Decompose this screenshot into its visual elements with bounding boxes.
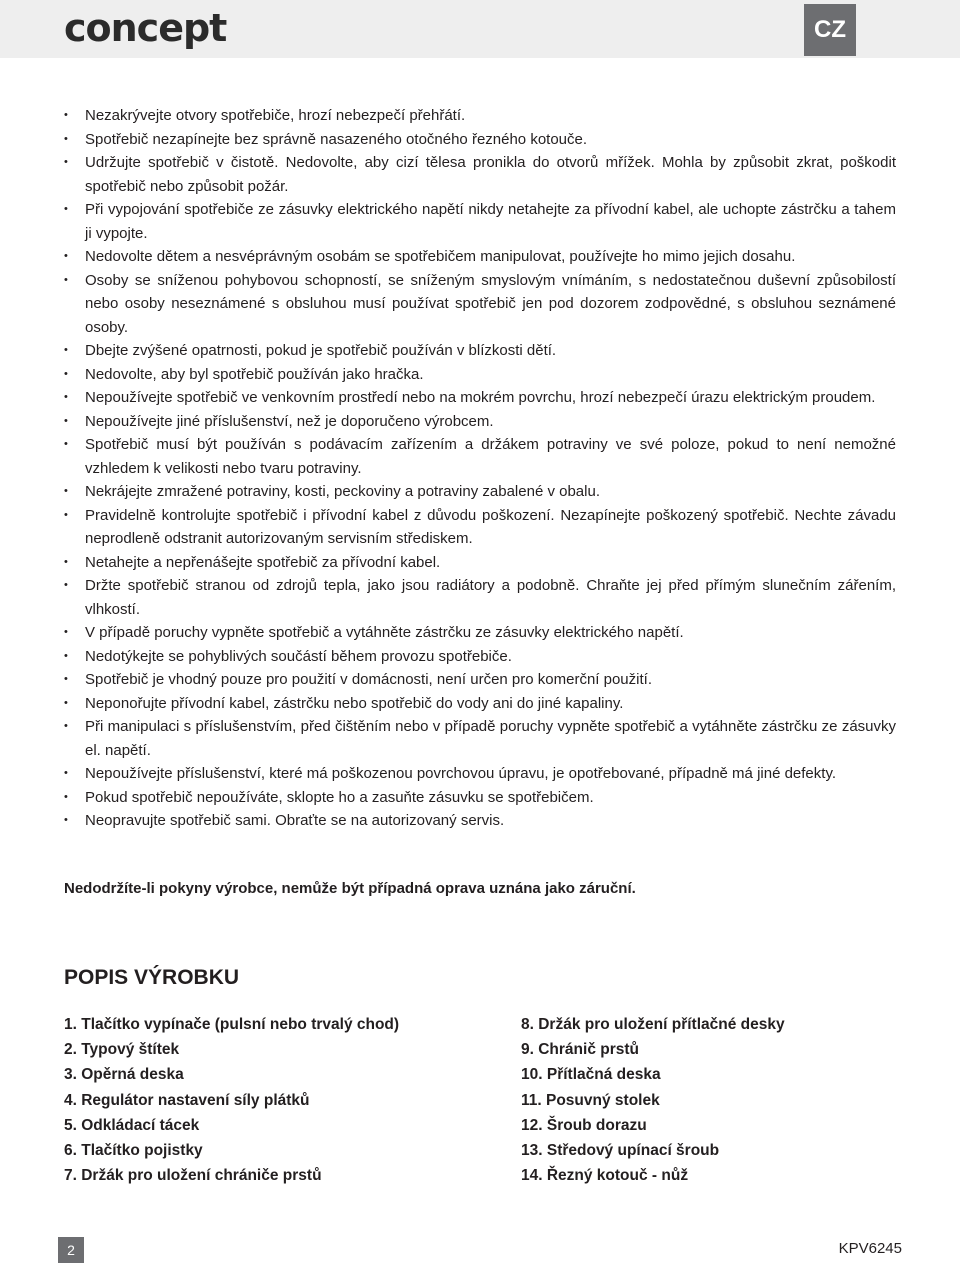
part-item: 4. Regulátor nastavení síly plátků [64,1091,310,1109]
bullet-icon: • [64,344,68,356]
warning-item [64,574,896,621]
model-number: KPV6245 [838,1240,902,1257]
warning-text: Spotřebič nezapínejte bez správně nasazeného otočného řezného kotouče. [85,130,588,148]
bullet-icon: • [64,156,68,168]
part-item: 7. Držák pro uložení chrániče prstů [64,1167,322,1185]
warning-item [64,809,896,833]
bullet-icon: • [64,250,68,262]
bullet-icon: • [64,767,68,779]
warning-text: Nepoužívejte jiné příslušenství, než je doporučeno výrobcem. [85,412,494,430]
section-title: POPIS VÝROBKU [64,966,240,989]
warning-item [64,480,896,504]
warning-item [64,245,896,269]
part-item: 11. Posuvný stolek [521,1091,660,1109]
bullet-icon: • [64,720,68,732]
parts-list-left [64,1012,484,1188]
warning-text: Spotřebič je vhodný pouze pro použití v domácnosti, není určen pro komerční použití. [85,671,652,688]
warning-text: Držte spotřebič stranou od zdrojů tepla, jako jsou radiátory a podobně. Chraňte jej před přímým slunečním zářením, vlhkostí. [85,577,896,618]
bullet-icon: • [64,391,68,403]
bullet-icon: • [64,414,68,427]
part-item: 8. Držák pro uložení přítlačné desky [521,1016,785,1033]
part-item: 10. Přítlačná deska [521,1066,661,1084]
bullet-icon: • [64,109,68,121]
warning-text: Dbejte zvýšené opatrnosti, pokud je spotřebič používán v blízkosti dětí. [85,342,557,359]
warning-item [64,151,896,198]
bullet-icon: • [64,579,68,591]
part-item: 5. Odkládací tácek [64,1116,200,1134]
bullet-icon: • [64,814,68,826]
warning-text: Nekrájejte zmražené potraviny, kosti, peckoviny a potraviny zabalené v obalu. [85,483,600,500]
warning-text: Nezakrývejte otvory spotřebiče, hrozí nebezpečí přehřátí. [85,107,466,124]
part-item: 13. Středový upínací šroub [521,1142,720,1160]
part-item: 12. Šroub dorazu [521,1116,647,1134]
warning-item [64,762,896,786]
bullet-icon: • [64,273,68,286]
warning-text: Nedovolte, aby byl spotřebič používán jako hračka. [85,365,424,383]
warning-item [64,621,896,645]
warning-text: Nedotýkejte se pohyblivých součástí během provozu spotřebiče. [85,647,512,665]
warning-item [64,386,896,410]
brand-logo: concept [64,6,227,50]
parts-list-right [521,1012,901,1188]
warning-item [64,198,896,245]
bullet-icon: • [64,132,68,145]
part-item: 1. Tlačítko vypínače (pulsní nebo trvalý chod) [64,1016,400,1033]
bullet-icon: • [64,790,68,803]
bullet-icon: • [64,508,68,521]
bullet-icon: • [64,649,68,662]
bullet-icon: • [64,485,68,497]
warning-item [64,128,896,152]
bullet-icon: • [64,673,68,685]
safety-warnings-list [64,104,896,833]
bullet-icon: • [64,438,68,450]
warning-item [64,433,896,480]
warning-text: Udržujte spotřebič v čistotě. Nedovolte, aby cizí tělesa pronikla do otvorů mřížek. Mohla by způsobit zkrat, poškodit spotřebič nebo způsobit požár. [85,154,896,195]
warning-text: Neponořujte přívodní kabel, zástrčku nebo spotřebič do vody ani do jiné kapaliny. [85,694,624,712]
warranty-notice: Nedodržíte-li pokyny výrobce, nemůže být případná oprava uznána jako záruční. [64,880,636,897]
warning-item [64,363,896,387]
part-item: 3. Opěrná deska [64,1066,184,1084]
warning-item [64,668,896,692]
warning-item [64,645,896,669]
warning-text: Spotřebič musí být používán s podávacím zařízením a držákem potraviny ve své poloze, pokud to není nemožné vzhledem k velikosti nebo tvaru potraviny. [85,436,896,477]
warning-text: Netahejte a nepřenášejte spotřebič za přívodní kabel. [85,553,441,571]
warning-text: Neopravujte spotřebič sami. Obraťte se na autorizovaný servis. [85,812,505,829]
warning-item [64,715,896,762]
part-item: 9. Chránič prstů [521,1041,639,1059]
warning-text: V případě poruchy vypněte spotřebič a vytáhněte zástrčku ze zásuvky elektrického napětí. [85,624,684,641]
warning-item [64,551,896,575]
warning-item [64,504,896,551]
warning-text: Nepoužívejte spotřebič ve venkovním prostředí nebo na mokrém povrchu, hrozí nebezpečí úrazu elektrickým proudem. [85,389,876,406]
warning-item [64,104,896,128]
warning-text: Nepoužívejte příslušenství, které má poškozenou povrchovou úpravu, je opotřebované, případně má jiné defekty. [85,765,836,782]
bullet-icon: • [64,555,68,568]
language-badge: CZ [804,4,856,56]
page-number: 2 [58,1237,84,1263]
warning-text: Pravidelně kontrolujte spotřebič i přívodní kabel z důvodu poškození. Nezapínejte poškozený spotřebič. Nechte závadu neprodleně odstranit autorizovaným servisním střediskem. [85,506,896,547]
part-item: 14. Řezný kotouč - nůž [521,1167,689,1185]
warning-text: Při manipulaci s příslušenstvím, před čištěním nebo v případě poruchy vypněte spotřebič a vytáhněte zástrčku ze zásuvky el. napětí. [85,718,896,759]
warning-item [64,692,896,716]
bullet-icon: • [64,626,68,638]
warning-item [64,339,896,363]
warning-text: Osoby se sníženou pohybovou schopností, se sníženým smyslovým vnímáním, s nedostatečnou duševní způsobilostí nebo osoby neseznámené s obsluhou musí používat spotřebič jen pod dozorem zodpovědné, s obsluhou seznámené osoby. [85,271,896,336]
bullet-icon: • [64,203,68,215]
warning-item [64,786,896,810]
bullet-icon: • [64,367,68,380]
part-item: 6. Tlačítko pojistky [64,1142,203,1160]
warning-item [64,269,896,340]
warning-item [64,410,896,434]
bullet-icon: • [64,696,68,709]
warning-text: Nedovolte dětem a nesvéprávným osobám se spotřebičem manipulovat, používejte ho mimo jejich dosahu. [85,248,796,265]
warning-text: Při vypojování spotřebiče ze zásuvky elektrického napětí nikdy netahejte za přívodní kabel, ale uchopte zástrčku a tahem ji vypojte. [85,201,896,242]
part-item: 2. Typový štítek [64,1041,180,1059]
warning-text: Pokud spotřebič nepoužíváte, sklopte ho a zasuňte zásuvku se spotřebičem. [85,788,594,806]
